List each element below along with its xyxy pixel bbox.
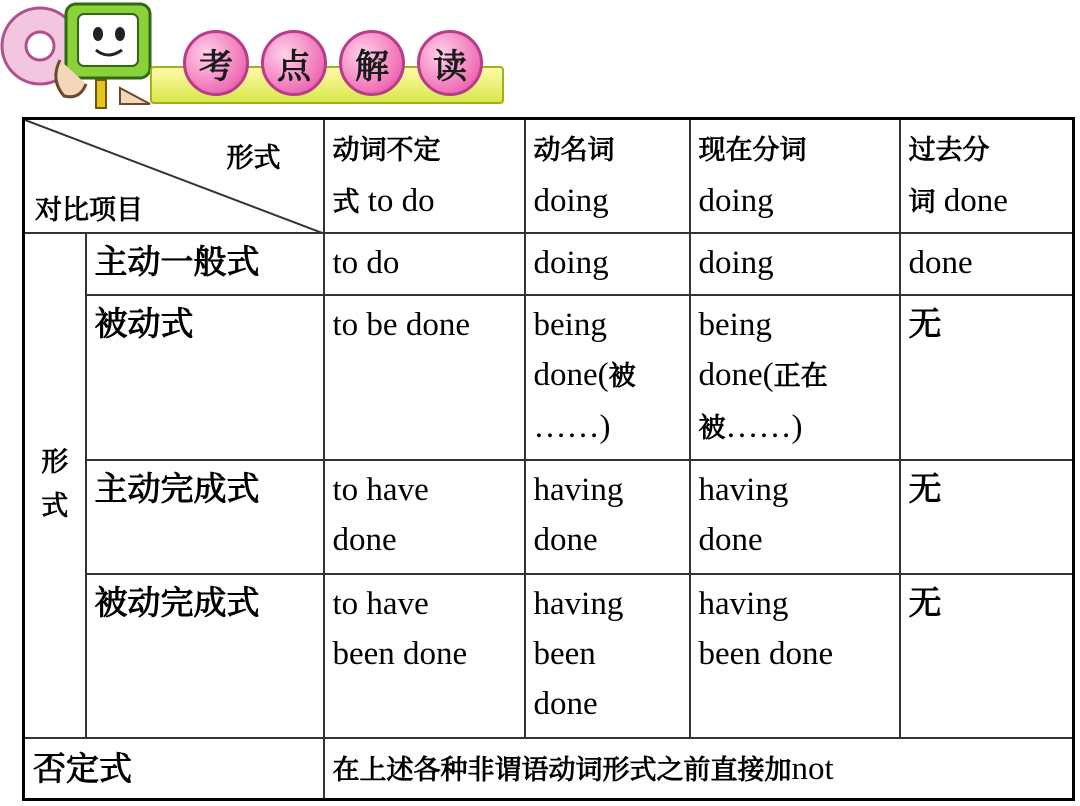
table-header-row	[24, 119, 1074, 233]
table-cell: having done	[690, 460, 900, 574]
row-label: 被动完成式	[86, 574, 324, 738]
row-label: 被动式	[86, 295, 324, 460]
nonfinite-verb-table	[22, 117, 1075, 801]
header-present-participle: 现在分词 doing	[690, 119, 900, 233]
section-title	[183, 30, 483, 96]
row-label: 主动一般式	[86, 233, 324, 295]
table-row	[24, 574, 1074, 738]
table-cell: done	[900, 233, 1074, 295]
header-past-participle: 过去分 词 done	[900, 119, 1074, 233]
diag-bottom-label: 对比项目	[35, 195, 143, 226]
table-cell: 无	[900, 460, 1074, 574]
title-char: 考	[183, 30, 249, 96]
table-cell: being done(正在 被……)	[690, 295, 900, 460]
header-infinitive: 动词不定 式 to do	[324, 119, 525, 233]
negation-label: 否定式	[24, 738, 324, 800]
negation-row	[24, 738, 1074, 800]
header-gerund: 动名词 doing	[525, 119, 690, 233]
title-char: 解	[339, 30, 405, 96]
table-cell: to have done	[324, 460, 525, 574]
table-cell: being done(被 ……)	[525, 295, 690, 460]
table-cell: doing	[525, 233, 690, 295]
table-cell: doing	[690, 233, 900, 295]
diag-top-label: 形式	[226, 143, 281, 174]
table-cell: having been done	[690, 574, 900, 738]
table-cell: to do	[324, 233, 525, 295]
cd-computer-mascot-icon	[0, 0, 160, 112]
row-label: 主动完成式	[86, 460, 324, 574]
diagonal-header-cell	[24, 119, 324, 233]
table-cell: having been done	[525, 574, 690, 738]
negation-text: 在上述各种非谓语动词形式之前直接加not	[324, 738, 1074, 800]
table-row	[24, 233, 1074, 295]
side-label-cell: 形 式	[24, 233, 86, 738]
title-char: 点	[261, 30, 327, 96]
title-char: 读	[417, 30, 483, 96]
table-cell: 无	[900, 295, 1074, 460]
table-cell: to be done	[324, 295, 525, 460]
table-cell: 无	[900, 574, 1074, 738]
header-banner	[0, 0, 1080, 112]
table-cell: having done	[525, 460, 690, 574]
table-cell: to have been done	[324, 574, 525, 738]
table-row	[24, 295, 1074, 460]
table-row	[24, 460, 1074, 574]
